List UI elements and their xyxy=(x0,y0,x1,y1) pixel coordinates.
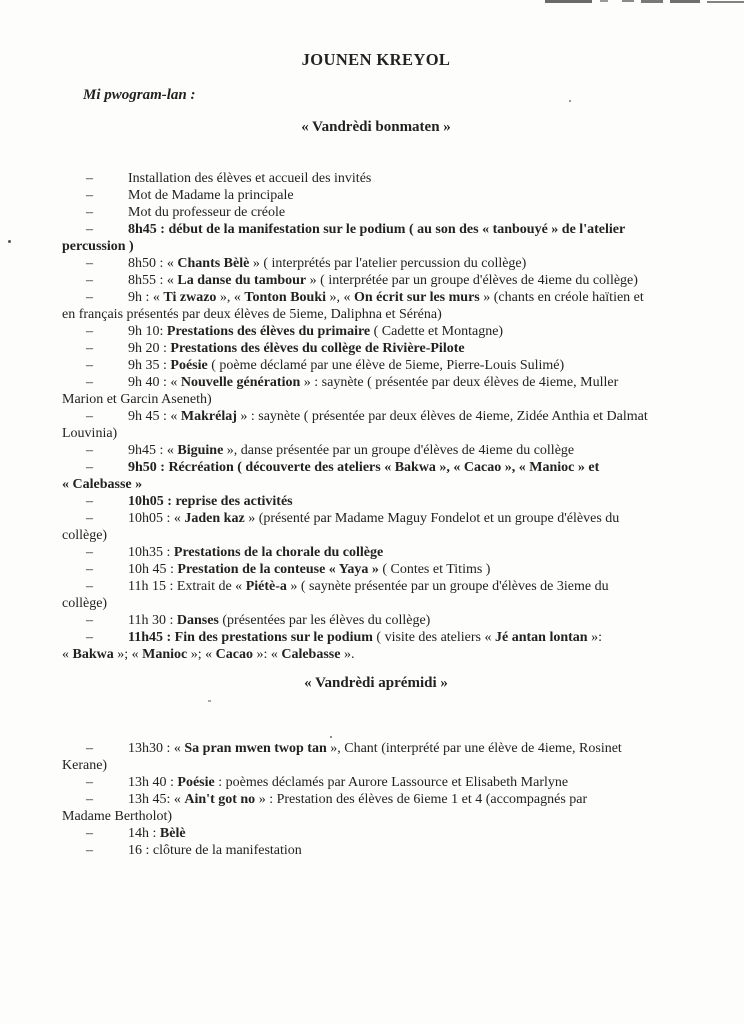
list-item xyxy=(62,629,690,663)
text-segment: Installation des élèves et accueil des invités xyxy=(128,171,372,186)
list-item xyxy=(62,740,690,774)
text-segment: percussion ) xyxy=(62,239,134,254)
dash-bullet: – xyxy=(86,256,93,271)
text-segment: 9h : « xyxy=(128,290,164,305)
text-segment: Manioc xyxy=(142,647,188,662)
scan-artifact xyxy=(641,0,663,3)
text-segment: 8h45 : début de la manifestation sur le podium ( au son des « tanbouyé » de l'atelier xyxy=(128,222,626,237)
list-item xyxy=(62,187,690,204)
text-segment: 14h : xyxy=(128,826,160,841)
dash-bullet: – xyxy=(86,511,93,526)
text-segment: Mot de Madame la principale xyxy=(128,188,294,203)
dash-bullet: – xyxy=(86,741,93,756)
list-item xyxy=(62,323,690,340)
list-item xyxy=(62,272,690,289)
text-segment: Sa pran mwen twop tan xyxy=(184,741,327,756)
text-segment: Piétè-a xyxy=(245,579,287,594)
list-item xyxy=(62,374,690,408)
text-segment: 8h55 : « xyxy=(128,273,178,288)
list-item xyxy=(62,612,690,629)
scan-artifact xyxy=(707,1,744,3)
list-item xyxy=(62,408,690,442)
text-segment: Mot du professeur de créole xyxy=(128,205,286,220)
text-segment: (présentées par les élèves du collège) xyxy=(218,613,431,628)
dash-bullet: – xyxy=(86,775,93,790)
text-segment: 9h 35 : xyxy=(128,358,171,373)
text-segment: », Chant (interprété par une élève de 4ieme, Rosinet xyxy=(326,741,622,756)
list-item xyxy=(62,842,690,859)
list-item xyxy=(62,578,690,612)
list-item xyxy=(62,459,690,493)
section-heading-afternoon: « Vandrèdi aprémidi » xyxy=(304,675,448,691)
dash-bullet: – xyxy=(86,358,93,373)
dash-bullet: – xyxy=(86,171,93,186)
list-item xyxy=(62,357,690,374)
dash-bullet: – xyxy=(86,273,93,288)
text-segment: 11h 15 : Extrait de « xyxy=(128,579,246,594)
text-segment: 13h 45: « xyxy=(128,792,185,807)
dash-bullet: – xyxy=(86,222,93,237)
text-segment: 16 : clôture de la manifestation xyxy=(128,843,302,858)
dash-bullet: – xyxy=(86,630,93,645)
text-segment: Kerane) xyxy=(62,758,108,773)
text-segment: »: « xyxy=(252,647,282,662)
text-segment: Makrélaj xyxy=(180,409,237,424)
dash-bullet: – xyxy=(86,341,93,356)
dash-bullet: – xyxy=(86,443,93,458)
scan-artifact xyxy=(622,0,634,2)
list-item xyxy=(62,221,690,255)
text-segment: ( poème déclamé par une élève de 5ieme, Pierre-Louis Sulimé) xyxy=(207,358,565,373)
list-item xyxy=(62,510,690,544)
dash-bullet: – xyxy=(86,290,93,305)
text-segment: On écrit sur les murs xyxy=(354,290,480,305)
text-segment: », danse présentée par un groupe d'élèves de 4ieme du collège xyxy=(223,443,575,458)
dash-bullet: – xyxy=(86,792,93,807)
text-segment: Prestation de la conteuse « Yaya » xyxy=(177,562,379,577)
scan-artifact xyxy=(8,240,11,243)
scan-artifact xyxy=(545,0,592,3)
text-segment: 11h45 : Fin des prestations sur le podium xyxy=(128,630,373,645)
text-segment: Ain't got no xyxy=(184,792,256,807)
text-segment: : poèmes déclamés par Aurore Lassource et Elisabeth Marlyne xyxy=(214,775,569,790)
scan-artifact xyxy=(569,100,571,102)
dash-bullet: – xyxy=(86,494,93,509)
list-item xyxy=(62,791,690,825)
text-segment: », « xyxy=(216,290,245,305)
page-title: JOUNEN KREYOL xyxy=(301,50,451,69)
text-segment: 11h 30 : xyxy=(128,613,177,628)
text-segment: »; « xyxy=(187,647,216,662)
text-segment: Louvinia) xyxy=(62,426,118,441)
dash-bullet: – xyxy=(86,409,93,424)
text-segment: Prestations de la chorale du collège xyxy=(173,545,384,560)
text-segment: » (chants en créole haïtien et xyxy=(479,290,644,305)
text-segment: Bakwa xyxy=(72,647,114,662)
text-segment: » : Prestation des élèves de 6ieme 1 et 4 (accompagnés par xyxy=(255,792,588,807)
list-item xyxy=(62,774,690,791)
text-segment: collège) xyxy=(62,528,108,543)
text-segment: Prestations des élèves du primaire xyxy=(166,324,371,339)
text-segment: 13h30 : « xyxy=(128,741,185,756)
text-segment: Jé antan lontan xyxy=(495,630,588,645)
list-item xyxy=(62,289,690,323)
text-segment: » (présenté par Madame Maguy Fondelot et un groupe d'élèves du xyxy=(244,511,620,526)
text-segment: » : saynète ( présentée par deux élèves de 4ieme, Zidée Anthia et Dalmat xyxy=(236,409,648,424)
text-segment: 13h 40 : xyxy=(128,775,178,790)
text-segment: 10h05 : reprise des activités xyxy=(128,494,293,509)
list-item xyxy=(62,544,690,561)
list-item xyxy=(62,170,690,187)
scan-artifact xyxy=(330,736,332,738)
text-segment: » ( interprétés par l'atelier percussion du collège) xyxy=(249,256,527,271)
program-intro: Mi pwogram-lan : xyxy=(83,87,196,103)
text-segment: collège) xyxy=(62,596,108,611)
section-heading-morning: « Vandrèdi bonmaten » xyxy=(301,119,451,135)
text-segment: 9h 45 : « xyxy=(128,409,181,424)
list-item xyxy=(62,493,690,510)
list-item xyxy=(62,255,690,272)
dash-bullet: – xyxy=(86,843,93,858)
dash-bullet: – xyxy=(86,324,93,339)
text-segment: »; « xyxy=(113,647,143,662)
text-segment: Poésie xyxy=(177,775,215,790)
dash-bullet: – xyxy=(86,205,93,220)
text-segment: 10h05 : « xyxy=(128,511,185,526)
text-segment: 9h 20 : xyxy=(128,341,171,356)
text-segment: Prestations des élèves du collège de Rivière-Pilote xyxy=(170,341,465,356)
text-segment: 9h50 : Récréation ( découverte des ateliers « Bakwa », « Cacao », « Manioc » et xyxy=(128,460,600,475)
text-segment: 9h 40 : « xyxy=(128,375,181,390)
text-segment: Biguine xyxy=(177,443,224,458)
list-item xyxy=(62,561,690,578)
text-segment: », « xyxy=(326,290,354,305)
text-segment: 8h50 : « xyxy=(128,256,178,271)
afternoon-program-list xyxy=(62,740,690,859)
dash-bullet: – xyxy=(86,562,93,577)
text-segment: ( visite des ateliers « xyxy=(372,630,495,645)
morning-program-list xyxy=(62,170,690,663)
scan-artifact xyxy=(600,0,608,2)
text-segment: 9h 10: xyxy=(128,324,167,339)
text-segment: » : saynète ( présentée par deux élèves de 4ieme, Muller xyxy=(300,375,619,390)
text-segment: « Calebasse » xyxy=(62,477,143,492)
dash-bullet: – xyxy=(86,613,93,628)
text-segment: Jaden kaz xyxy=(184,511,245,526)
text-segment: Calebasse xyxy=(281,647,341,662)
text-segment: Madame Bertholot) xyxy=(62,809,173,824)
text-segment: Bèlè xyxy=(159,826,186,841)
list-item xyxy=(62,204,690,221)
scan-artifact xyxy=(670,0,700,3)
dash-bullet: – xyxy=(86,579,93,594)
dash-bullet: – xyxy=(86,545,93,560)
text-segment: » ( saynète présentée par un groupe d'élèves de 3ieme du xyxy=(286,579,609,594)
text-segment: ». xyxy=(340,647,355,662)
text-segment: ( Cadette et Montagne) xyxy=(370,324,504,339)
text-segment: »: xyxy=(587,630,602,645)
text-segment: Danses xyxy=(176,613,219,628)
list-item xyxy=(62,340,690,357)
text-segment: Marion et Garcin Aseneth) xyxy=(62,392,212,407)
list-item xyxy=(62,825,690,842)
text-segment: Ti zwazo xyxy=(163,290,217,305)
text-segment: Poésie xyxy=(170,358,208,373)
list-item xyxy=(62,442,690,459)
text-segment: Tonton Bouki xyxy=(244,290,326,305)
text-segment: en français présentés par deux élèves de 5ieme, Daliphna et Séréna) xyxy=(62,307,442,322)
dash-bullet: – xyxy=(86,375,93,390)
text-segment: 10h 45 : xyxy=(128,562,178,577)
dash-bullet: – xyxy=(86,826,93,841)
text-segment: 10h35 : xyxy=(128,545,174,560)
text-segment: Chants Bèlè xyxy=(177,256,250,271)
text-segment: » ( interprétée par un groupe d'élèves de 4ieme du collège) xyxy=(306,273,638,288)
scan-artifact xyxy=(208,700,211,702)
text-segment: Cacao xyxy=(215,647,253,662)
text-segment: 9h45 : « xyxy=(128,443,178,458)
dash-bullet: – xyxy=(86,460,93,475)
dash-bullet: – xyxy=(86,188,93,203)
text-segment: Nouvelle génération xyxy=(180,375,301,390)
text-segment: « xyxy=(62,647,73,662)
text-segment: La danse du tambour xyxy=(177,273,307,288)
text-segment: ( Contes et Titims ) xyxy=(378,562,491,577)
